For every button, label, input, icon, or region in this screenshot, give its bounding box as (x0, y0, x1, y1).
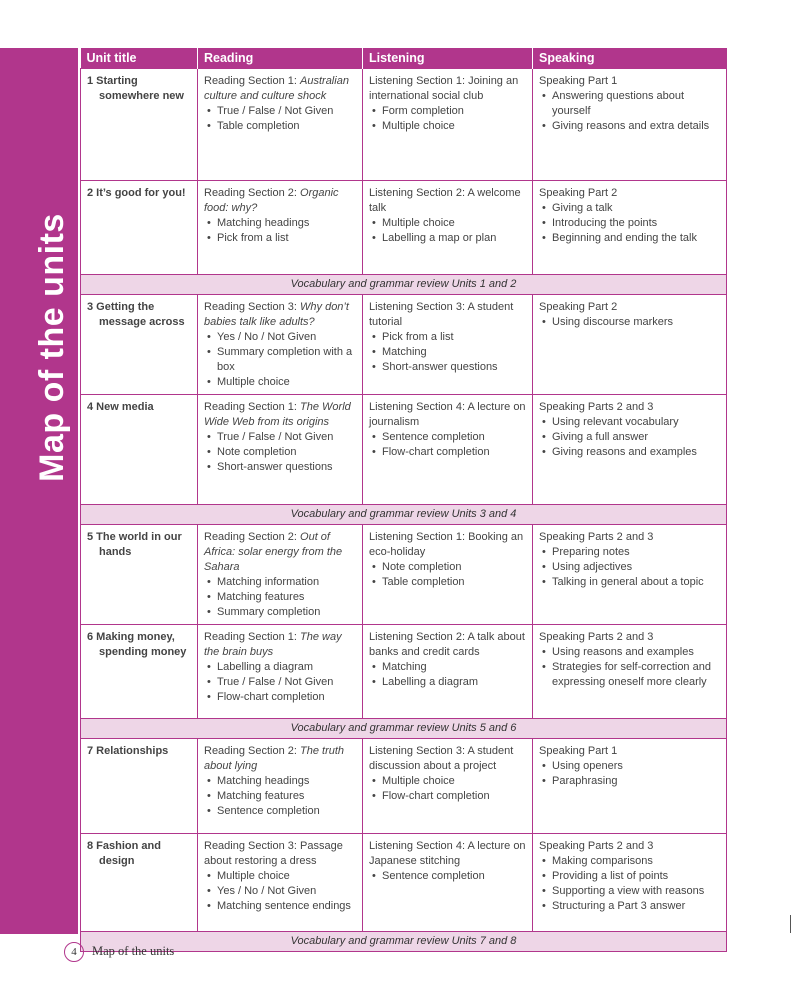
task-item: • Introducing the points (539, 216, 720, 231)
sidebar-band (0, 48, 78, 934)
task-item: • Labelling a map or plan (369, 231, 526, 246)
speaking-title-prefix: Speaking Part 2 (539, 187, 618, 199)
task-item: • Sentence completion (369, 869, 526, 884)
page-number: 4 (71, 946, 77, 958)
task-item: • Making comparisons (539, 854, 720, 869)
speaking-task-list (539, 545, 720, 590)
task-item: • Matching headings (204, 774, 356, 789)
unit-title-cell (81, 69, 198, 181)
speaking-title-prefix: Speaking Parts 2 and 3 (539, 531, 654, 543)
speaking-title-prefix: Speaking Part 1 (539, 75, 618, 87)
unit-title-line: design (99, 855, 135, 867)
table-row (81, 395, 727, 505)
table-header-row (81, 48, 727, 69)
unit-title-cell (81, 295, 198, 395)
unit-title-line: 1 Starting (87, 75, 138, 87)
task-item: • Giving a talk (539, 201, 720, 216)
reading-title-italic: The World Wide Web from its origins (204, 401, 351, 428)
unit-title-cell (81, 525, 198, 625)
reading-task-list (204, 216, 356, 246)
reading-title-italic: The truth about lying (204, 745, 345, 772)
reading-title-prefix: Reading Section 2: (204, 187, 301, 199)
listening-title-prefix: Listening Section 1: Joining an international social club (369, 75, 519, 102)
task-item: • Beginning and ending the talk (539, 231, 720, 246)
task-item: • Multiple choice (369, 119, 526, 134)
speaking-title-prefix: Speaking Part 2 (539, 301, 618, 313)
side-title-text: Map of the units (32, 212, 71, 482)
task-item: • Matching headings (204, 216, 356, 231)
listening-task-list (369, 774, 526, 804)
speaking-cell (533, 525, 727, 625)
listening-title (369, 186, 526, 216)
task-item: • Using openers (539, 759, 720, 774)
listening-cell (363, 181, 533, 275)
speaking-title (539, 839, 720, 854)
task-item: • Table completion (204, 119, 356, 134)
unit-title-line: message across (99, 316, 185, 328)
reading-title-italic: Australian culture and culture shock (204, 75, 349, 102)
task-item: • Supporting a view with reasons (539, 884, 720, 899)
task-item: • Matching features (204, 789, 356, 804)
table-row (81, 625, 727, 719)
task-item: • Using reasons and examples (539, 645, 720, 660)
task-item: • Multiple choice (369, 774, 526, 789)
reading-title (204, 186, 356, 216)
task-item: • Pick from a list (369, 330, 526, 345)
speaking-cell (533, 739, 727, 834)
listening-task-list (369, 330, 526, 375)
task-item: • Summary completion (204, 605, 356, 620)
speaking-title (539, 630, 720, 645)
unit-title-line: spending money (99, 646, 187, 658)
speaking-title (539, 300, 720, 315)
speaking-task-list (539, 645, 720, 690)
reading-task-list (204, 104, 356, 134)
review-row (81, 275, 727, 295)
speaking-cell (533, 181, 727, 275)
unit-title-line: somewhere new (99, 90, 184, 102)
task-item: • Flow-chart completion (204, 690, 356, 705)
speaking-title-prefix: Speaking Part 1 (539, 745, 618, 757)
reading-title (204, 74, 356, 104)
speaking-title-prefix: Speaking Parts 2 and 3 (539, 631, 654, 643)
listening-task-list (369, 104, 526, 134)
task-item: • Matching features (204, 590, 356, 605)
speaking-cell (533, 395, 727, 505)
task-item: • Pick from a list (204, 231, 356, 246)
unit-title-line: 5 The world in our (87, 531, 182, 543)
unit-title-cell (81, 834, 198, 932)
unit-title-line: 3 Getting the (87, 301, 155, 313)
listening-title-prefix: Listening Section 2: A talk about banks and credit cards (369, 631, 525, 658)
unit-title-cell (81, 739, 198, 834)
speaking-title (539, 74, 720, 89)
speaking-title (539, 186, 720, 201)
task-item: • Labelling a diagram (204, 660, 356, 675)
task-item: • Answering questions about yourself (539, 89, 720, 119)
unit-title-line: 6 Making money, (87, 631, 175, 643)
speaking-title-prefix: Speaking Parts 2 and 3 (539, 840, 654, 852)
task-item: • Labelling a diagram (369, 675, 526, 690)
task-item: • Preparing notes (539, 545, 720, 560)
listening-cell (363, 69, 533, 181)
task-item: • Summary completion with a box (204, 345, 356, 375)
reading-title-italic: Organic food: why? (204, 187, 339, 214)
unit-title-line: 8 Fashion and (87, 840, 161, 852)
reading-title-prefix: Reading Section 2: (204, 745, 301, 757)
reading-title-italic: Why don’t babies talk like adults? (204, 301, 349, 328)
review-cell: Vocabulary and grammar review Units 7 and 8 (81, 932, 727, 952)
task-item: • Sentence completion (204, 804, 356, 819)
table-body (81, 69, 727, 952)
reading-cell (198, 834, 363, 932)
listening-task-list (369, 216, 526, 246)
task-item: • Flow-chart completion (369, 789, 526, 804)
listening-task-list (369, 560, 526, 590)
speaking-task-list (539, 315, 720, 330)
listening-title-prefix: Listening Section 4: A lecture on Japanese stitching (369, 840, 526, 867)
reading-task-list (204, 575, 356, 620)
listening-title-prefix: Listening Section 4: A lecture on journalism (369, 401, 526, 428)
task-item: • Multiple choice (204, 869, 356, 884)
listening-task-list (369, 660, 526, 690)
table-row (81, 525, 727, 625)
listening-task-list (369, 430, 526, 460)
task-item: • Matching information (204, 575, 356, 590)
listening-title (369, 400, 526, 430)
speaking-title (539, 400, 720, 415)
reading-title (204, 300, 356, 330)
task-item: • Using discourse markers (539, 315, 720, 330)
task-item: • Strategies for self-correction and expressing oneself more clearly (539, 660, 720, 690)
reading-cell (198, 69, 363, 181)
speaking-cell (533, 625, 727, 719)
review-row (81, 505, 727, 525)
task-item: • Using relevant vocabulary (539, 415, 720, 430)
reading-cell (198, 625, 363, 719)
review-cell: Vocabulary and grammar review Units 3 and 4 (81, 505, 727, 525)
reading-task-list (204, 869, 356, 914)
reading-task-list (204, 660, 356, 705)
listening-title (369, 300, 526, 330)
header-unit-title: Unit title (81, 48, 198, 69)
task-item: • True / False / Not Given (204, 430, 356, 445)
speaking-cell (533, 69, 727, 181)
reading-title-prefix: Reading Section 3: Passage about restoring a dress (204, 840, 343, 867)
task-item: • Matching (369, 660, 526, 675)
reading-title (204, 530, 356, 575)
header-listening: Listening (363, 48, 533, 69)
reading-title-prefix: Reading Section 1: (204, 631, 301, 643)
listening-cell (363, 525, 533, 625)
listening-cell (363, 295, 533, 395)
task-item: • Short-answer questions (204, 460, 356, 475)
task-item: • Matching (369, 345, 526, 360)
header-reading: Reading (198, 48, 363, 69)
listening-cell (363, 395, 533, 505)
task-item: • Flow-chart completion (369, 445, 526, 460)
listening-title (369, 630, 526, 660)
listening-task-list (369, 869, 526, 884)
listening-title (369, 839, 526, 869)
reading-title (204, 630, 356, 660)
task-item: • Giving a full answer (539, 430, 720, 445)
listening-title (369, 74, 526, 104)
task-item: • Sentence completion (369, 430, 526, 445)
reading-task-list (204, 430, 356, 475)
footer-title: Map of the units (92, 944, 175, 958)
reading-title (204, 400, 356, 430)
task-item: • Table completion (369, 575, 526, 590)
table-row (81, 739, 727, 834)
page-number-badge (64, 942, 84, 962)
listening-title-prefix: Listening Section 3: A student discussion about a project (369, 745, 514, 772)
unit-title-line: 2 It’s good for you! (87, 187, 186, 199)
reading-title (204, 744, 356, 774)
task-item: • Talking in general about a topic (539, 575, 720, 590)
task-item: • Short-answer questions (369, 360, 526, 375)
listening-cell (363, 739, 533, 834)
reading-title-prefix: Reading Section 2: (204, 531, 301, 543)
reading-title-prefix: Reading Section 3: (204, 301, 301, 313)
listening-title (369, 744, 526, 774)
reading-title-prefix: Reading Section 1: (204, 75, 301, 87)
units-map-table (80, 48, 727, 952)
speaking-task-list (539, 415, 720, 460)
reading-cell (198, 525, 363, 625)
speaking-task-list (539, 759, 720, 789)
task-item: • Paraphrasing (539, 774, 720, 789)
table-row (81, 295, 727, 395)
task-item: • Giving reasons and extra details (539, 119, 720, 134)
reading-task-list (204, 774, 356, 819)
side-title (30, 212, 74, 482)
review-cell: Vocabulary and grammar review Units 1 and 2 (81, 275, 727, 295)
unit-title-line: 7 Relationships (87, 745, 169, 757)
task-item: • True / False / Not Given (204, 675, 356, 690)
task-item: • Form completion (369, 104, 526, 119)
task-item: • Multiple choice (204, 375, 356, 390)
review-row (81, 719, 727, 739)
table-row (81, 69, 727, 181)
task-item: • Matching sentence endings (204, 899, 356, 914)
unit-title-cell (81, 395, 198, 505)
unit-title-line: hands (99, 546, 132, 558)
table-row (81, 834, 727, 932)
task-item: • True / False / Not Given (204, 104, 356, 119)
unit-title-line: 4 New media (87, 401, 154, 413)
speaking-task-list (539, 89, 720, 134)
reading-title (204, 839, 356, 869)
task-item: • Multiple choice (369, 216, 526, 231)
listening-cell (363, 834, 533, 932)
reading-task-list (204, 330, 356, 390)
task-item: • Yes / No / Not Given (204, 330, 356, 345)
unit-title-cell (81, 181, 198, 275)
task-item: • Providing a list of points (539, 869, 720, 884)
task-item: • Note completion (369, 560, 526, 575)
task-item: • Structuring a Part 3 answer (539, 899, 720, 914)
speaking-title-prefix: Speaking Parts 2 and 3 (539, 401, 654, 413)
speaking-title (539, 530, 720, 545)
task-item: • Giving reasons and examples (539, 445, 720, 460)
task-item: • Using adjectives (539, 560, 720, 575)
header-speaking: Speaking (533, 48, 727, 69)
listening-title-prefix: Listening Section 1: Booking an eco-holiday (369, 531, 524, 558)
reading-title-italic: Out of Africa: solar energy from the Sahara (204, 531, 343, 573)
task-item: • Yes / No / Not Given (204, 884, 356, 899)
listening-title-prefix: Listening Section 2: A welcome talk (369, 187, 521, 214)
listening-title-prefix: Listening Section 3: A student tutorial (369, 301, 514, 328)
speaking-task-list (539, 201, 720, 246)
speaking-cell (533, 834, 727, 932)
review-row (81, 932, 727, 952)
reading-title-italic: The way the brain buys (204, 631, 342, 658)
reading-cell (198, 295, 363, 395)
table-row (81, 181, 727, 275)
reading-cell (198, 181, 363, 275)
edge-mark (790, 915, 791, 933)
reading-cell (198, 739, 363, 834)
speaking-cell (533, 295, 727, 395)
speaking-title (539, 744, 720, 759)
listening-title (369, 530, 526, 560)
speaking-task-list (539, 854, 720, 914)
task-item: • Note completion (204, 445, 356, 460)
listening-cell (363, 625, 533, 719)
reading-title-prefix: Reading Section 1: (204, 401, 301, 413)
unit-title-cell (81, 625, 198, 719)
reading-cell (198, 395, 363, 505)
review-cell: Vocabulary and grammar review Units 5 and 6 (81, 719, 727, 739)
